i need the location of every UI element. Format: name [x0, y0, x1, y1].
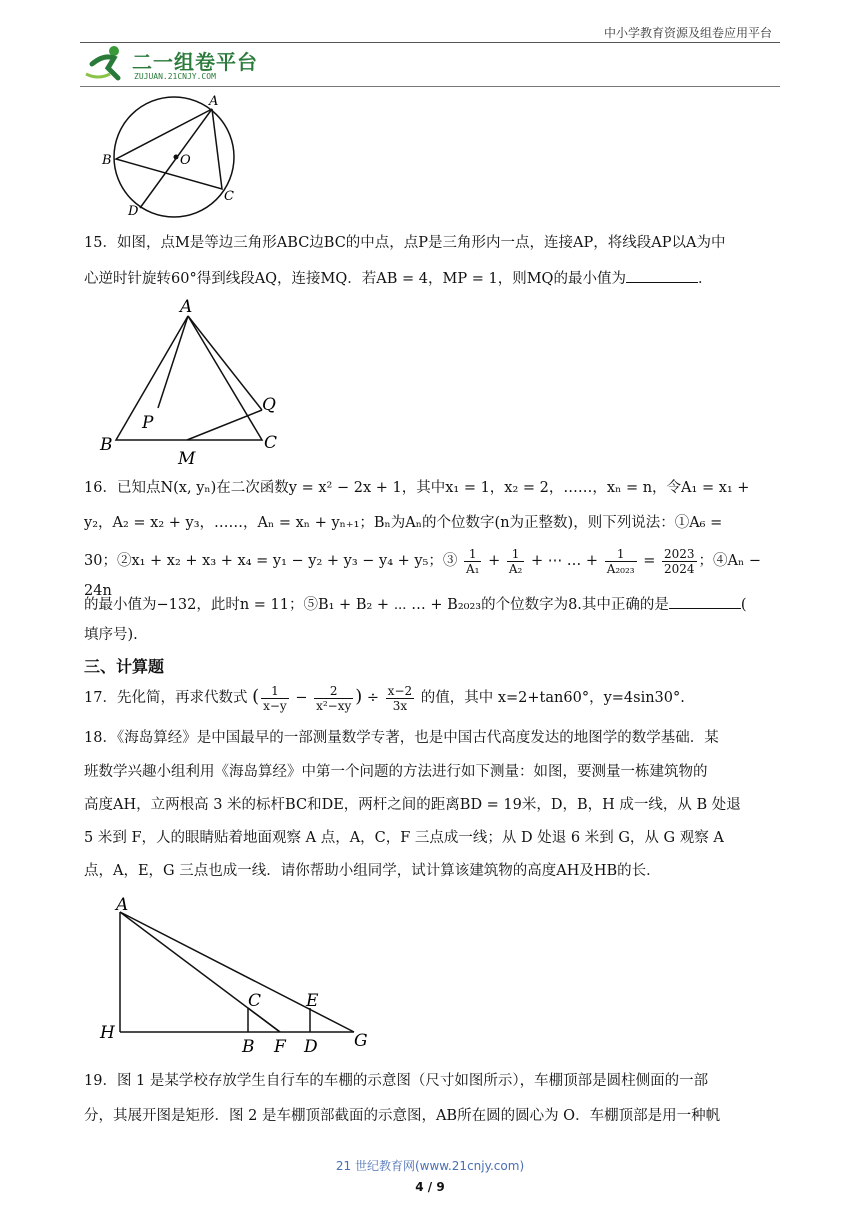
triangle-abc	[116, 316, 262, 440]
fraction: $\frac{1}{\text{A₁}}$	[465, 546, 480, 576]
q19-line1: 19．图 1 是某学校存放学生自行车的车棚的示意图（尺寸如图所示），车棚顶部是圆柱侧面的一部	[84, 1073, 709, 1089]
label-a: A	[209, 94, 219, 109]
answer-blank-16[interactable]	[669, 594, 741, 609]
q18-line4: 5 米到 F，人的眼睛贴着地面观察 A 点，A，C，F 三点成一线；从 D 处退 6 米到 G，从 G 观察 A	[84, 830, 724, 846]
circle-figure	[96, 90, 256, 220]
header-divider	[80, 42, 780, 43]
header-divider-2	[80, 86, 780, 87]
answer-blank-15[interactable]	[626, 268, 698, 283]
label-b: B	[102, 153, 112, 168]
logo	[84, 44, 284, 84]
label-g: G	[354, 1031, 368, 1051]
fraction: $\frac{1}{\text{A₂}}$	[508, 546, 523, 576]
fraction: $\frac{2023}{2024}$	[663, 546, 695, 576]
footer-link[interactable]: 21 世纪教育网(www.21cnjy.com)	[335, 1159, 525, 1173]
label-h: H	[100, 1023, 115, 1043]
label-b: B	[100, 435, 113, 455]
label-p: P	[142, 413, 154, 433]
q17-line: 17．先化简，再求代数式 ( $\frac{1}{x-y}$ − $\frac{2}{\text{x²−xy}}$ ) ÷ $\frac{x-2}{3x}$ 的值，其中 x=2+tan60°，y=4sin30°.	[84, 683, 685, 713]
q18-line3: 高度AH，立两根高 3 米的标杆BC和DE，两杆之间的距离BD = 19米，D，B，H 成一线，从 B 处退	[84, 797, 741, 813]
triangle-figure	[96, 298, 296, 468]
label-e: E	[306, 991, 319, 1011]
triangle-abc	[116, 109, 222, 189]
q16-line1: 16．已知点N(x, yₙ)在二次函数y = x² − 2x + 1，其中x₁ = 1，x₂ = 2，……，xₙ = n，令A₁ = x₁ +	[84, 480, 750, 496]
q16-line3: 30；②x₁ + x₂ + x₃ + x₄ = y₁ − y₂ + y₃ − y₄ + y₅；③ $\frac{1}{\text{A₁}}$ + $\frac{1}{\text{A₂}}$ + ⋯ … + $\frac{1}{\text{A₂₀₂₃}}$ = $\frac{2023}{2024}$ ；④Aₙ − 24n	[84, 546, 762, 599]
center-o	[174, 155, 179, 160]
segment-ap	[158, 316, 188, 408]
label-m: M	[178, 449, 196, 468]
q19-line2: 分，其展开图是矩形．图 2 是车棚顶部截面的示意图，AB所在圆的圆心为 O．车棚顶部是用一种帆	[84, 1108, 721, 1124]
q18-line5: 点，A，E，G 三点也成一线．请你帮助小组同学，试计算该建筑物的高度AH及HB的长．	[84, 863, 661, 879]
label-o: O	[180, 153, 191, 168]
label-a: A	[180, 298, 193, 317]
q15-line2: 心逆时针旋转60°得到线段AQ，连接MQ．若AB = 4，MP = 1，则MQ的最小值为 ．	[84, 264, 776, 294]
segment-aq	[188, 316, 262, 410]
label-d: D	[128, 204, 139, 219]
logo-subtext: ZUJUAN.21CNJY.COM	[134, 72, 216, 81]
line-ag	[120, 912, 354, 1032]
segment-cf	[248, 1008, 280, 1032]
label-c: C	[248, 991, 262, 1011]
q16-line4: 的最小值为−132，此时n = 11；⑤B₁ + B₂ + ⋯ … + B₂₀₂₃的个位数字为8.其中正确的是 (	[84, 590, 776, 620]
label-f: F	[274, 1037, 286, 1057]
platform-title: 中小学教育资源及组卷应用平台	[603, 26, 772, 40]
q18-line2: 班数学兴趣小组利用《海岛算经》中第一个问题的方法进行如下测量：如图，要测量一栋建筑物的	[84, 764, 708, 780]
q18-line1: 18．《海岛算经》是中国最早的一部测量数学专著，也是中国古代高度发达的地图学的数学基础．某	[84, 730, 719, 746]
section-title: 三、计算题	[84, 657, 165, 676]
survey-figure	[96, 890, 386, 1060]
label-c: C	[224, 189, 234, 204]
fraction: $\frac{1}{\text{A₂₀₂₃}}$	[606, 546, 635, 576]
q15-line1: 15．如图，点M是等边三角形ABC边BC的中点，点P是三角形内一点，连接AP，将线段AP以A为中	[84, 235, 726, 251]
q16-line5: 填序号).	[84, 627, 138, 643]
label-c: C	[264, 433, 278, 453]
label-a: A	[116, 895, 129, 915]
page-number: 4 / 9	[415, 1180, 445, 1194]
label-b: B	[242, 1037, 255, 1057]
label-q: Q	[262, 395, 276, 415]
q16-line2: y₂，A₂ = x₂ + y₃，……，Aₙ = xₙ + yₙ₊₁；Bₙ为Aₙ的个位数字(n为正整数)，则下列说法：①A₆ =	[84, 515, 723, 531]
logo-text: 二一组卷平台	[132, 50, 258, 74]
label-d: D	[304, 1037, 318, 1057]
segment-mq	[187, 410, 262, 440]
runner-icon	[84, 44, 128, 82]
